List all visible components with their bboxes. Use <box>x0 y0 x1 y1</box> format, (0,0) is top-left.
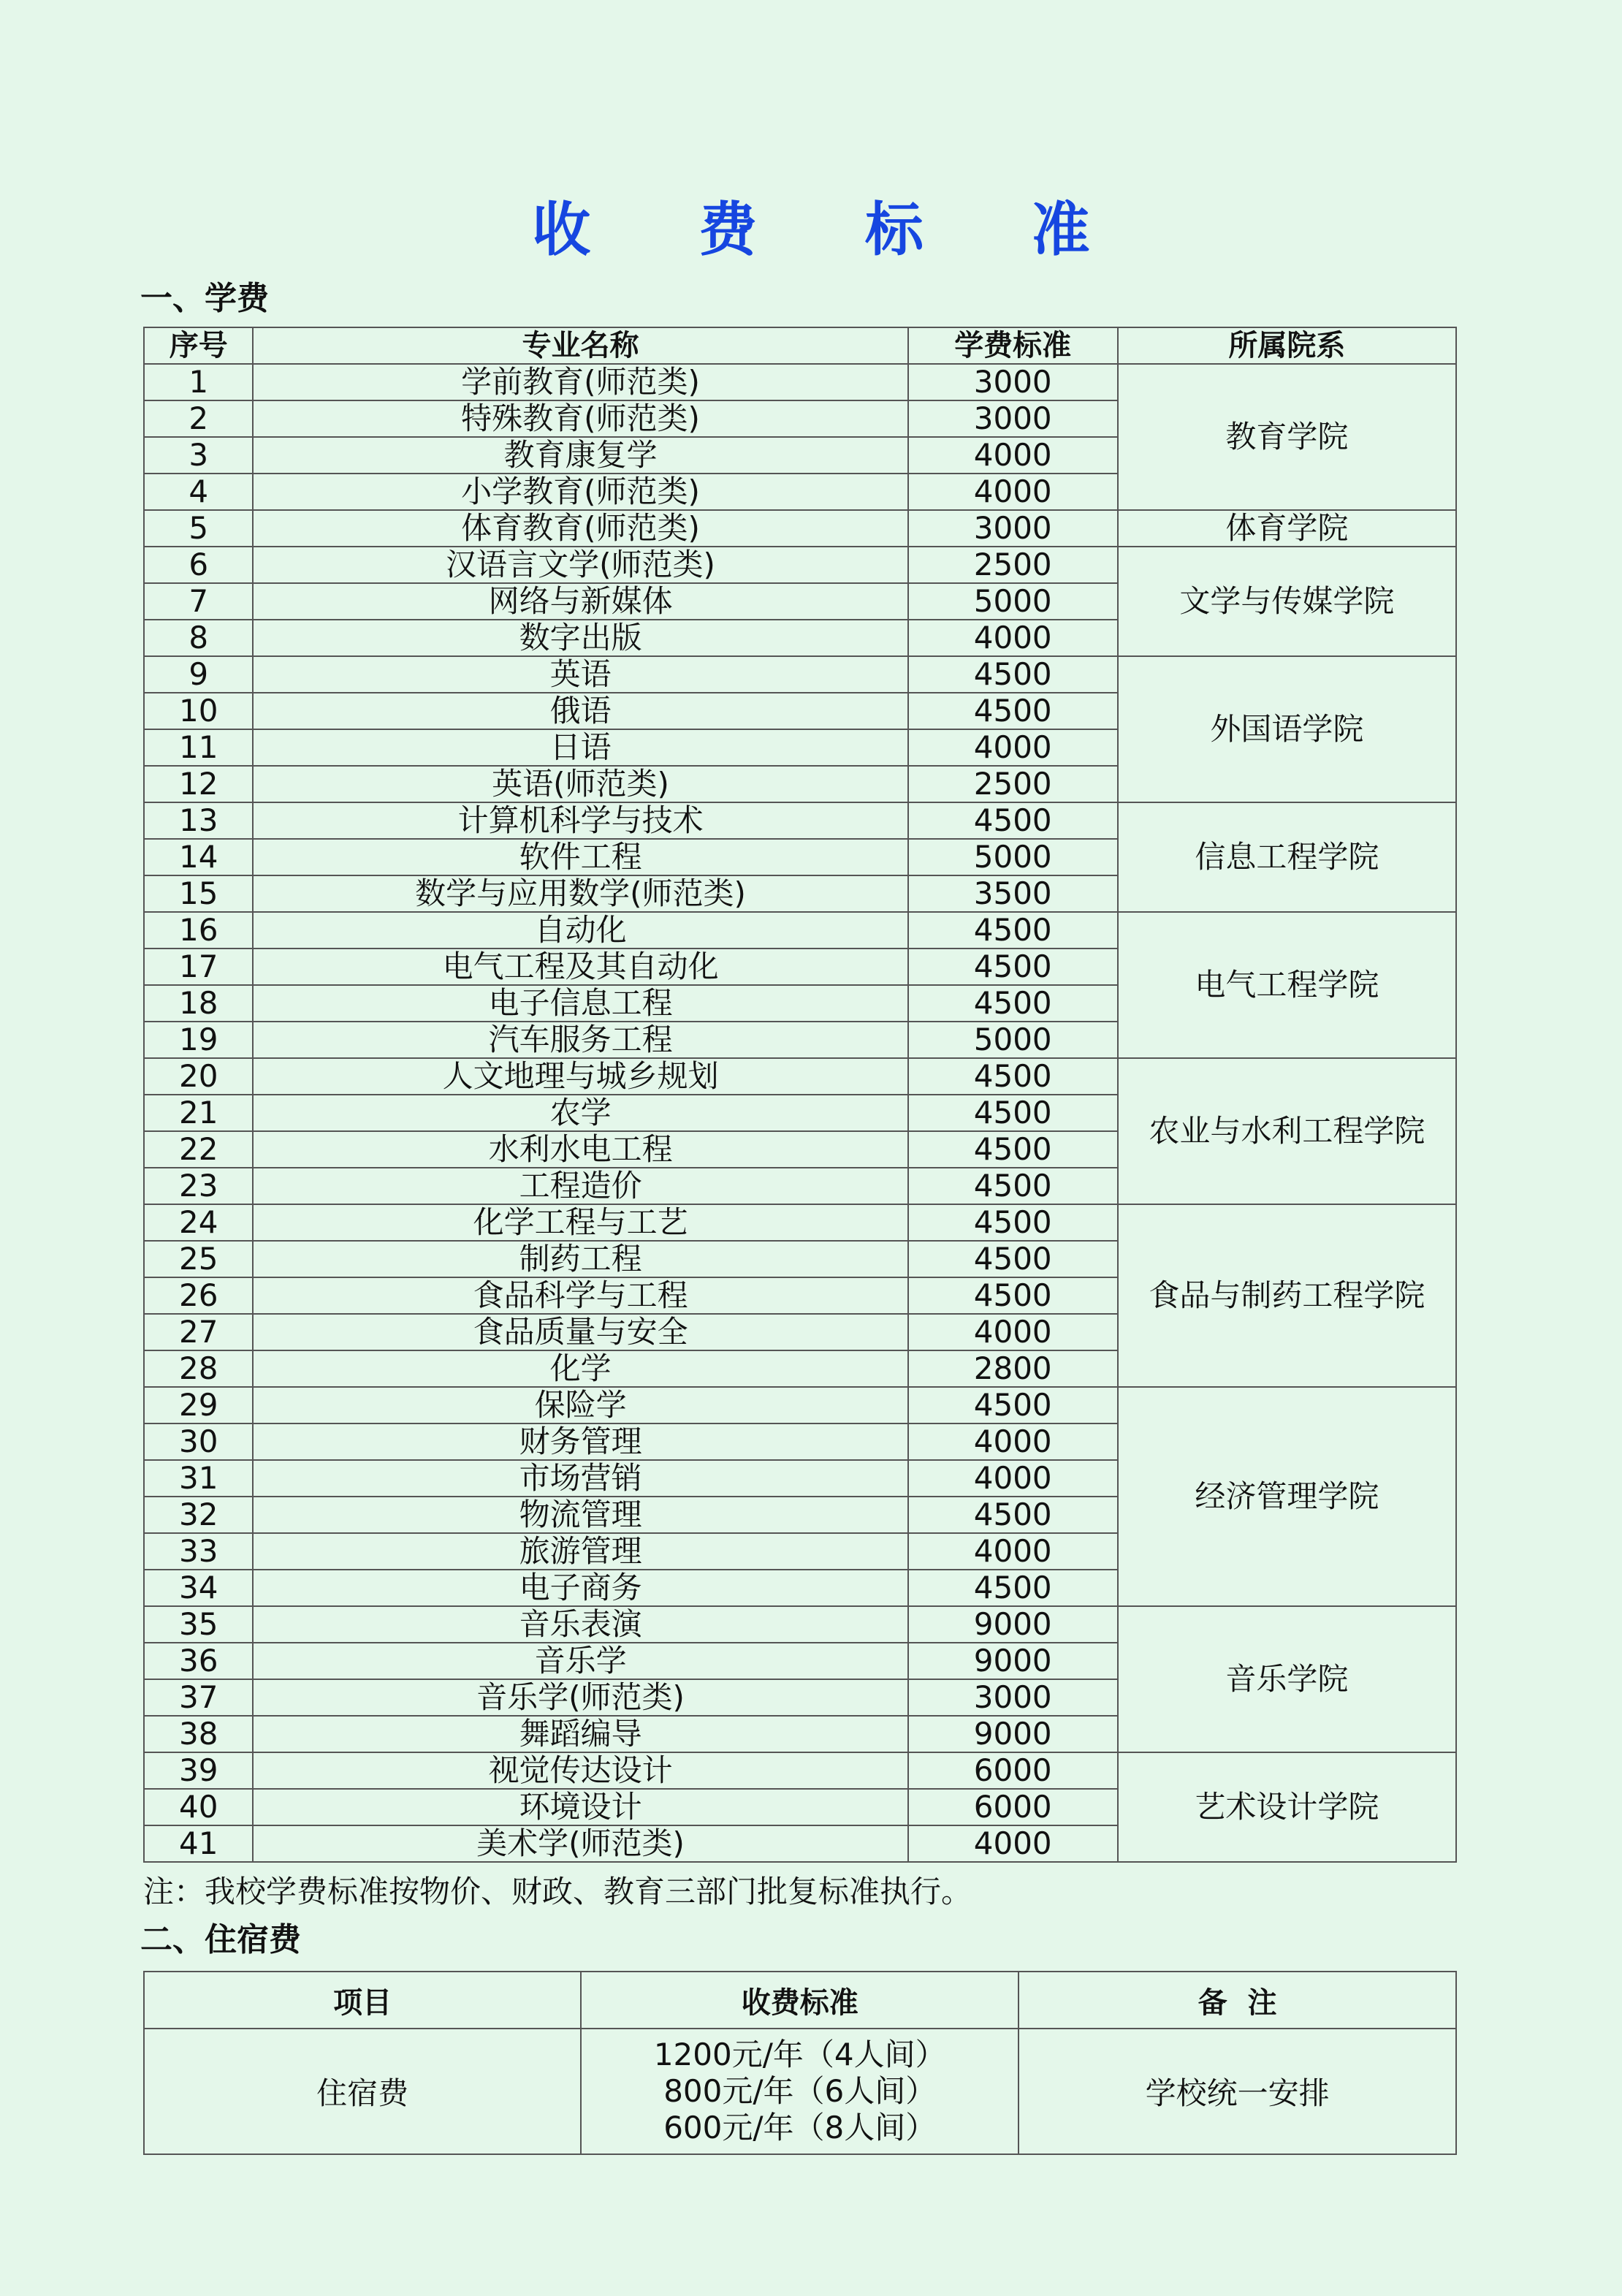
row-number: 18 <box>144 985 253 1022</box>
tuition-table <box>143 327 1457 1863</box>
table-row <box>144 2029 1456 2154</box>
row-number: 15 <box>144 875 253 912</box>
major-name: 教育康复学 <box>253 437 907 474</box>
table-row <box>144 364 1456 400</box>
tuition-fee: 4000 <box>908 1460 1118 1497</box>
table-row <box>144 547 1456 583</box>
major-name: 人文地理与城乡规划 <box>253 1058 907 1095</box>
row-number: 28 <box>144 1350 253 1387</box>
dorm-rates <box>581 2029 1018 2154</box>
major-name: 英语(师范类) <box>253 766 907 802</box>
major-name: 网络与新媒体 <box>253 583 907 620</box>
header-item: 项目 <box>144 1972 581 2029</box>
department-name: 农业与水利工程学院 <box>1118 1058 1456 1204</box>
row-number: 6 <box>144 547 253 583</box>
table-row <box>144 1606 1456 1643</box>
tuition-fee: 4500 <box>908 1497 1118 1533</box>
major-name: 水利水电工程 <box>253 1131 907 1168</box>
row-number: 29 <box>144 1387 253 1423</box>
row-number: 20 <box>144 1058 253 1095</box>
tuition-fee: 5000 <box>908 1022 1118 1058</box>
row-number: 5 <box>144 510 253 547</box>
major-name: 电子信息工程 <box>253 985 907 1022</box>
department-name: 信息工程学院 <box>1118 802 1456 912</box>
dorm-fee-table <box>143 1971 1457 2155</box>
tuition-fee: 4500 <box>908 802 1118 839</box>
department-name: 体育学院 <box>1118 510 1456 547</box>
row-number: 30 <box>144 1423 253 1460</box>
major-name: 化学工程与工艺 <box>253 1204 907 1241</box>
row-number: 35 <box>144 1606 253 1643</box>
tuition-fee: 2800 <box>908 1350 1118 1387</box>
department-name: 电气工程学院 <box>1118 912 1456 1058</box>
tuition-fee: 4000 <box>908 1423 1118 1460</box>
dorm-remark: 学校统一安排 <box>1018 2029 1456 2154</box>
row-number: 33 <box>144 1533 253 1570</box>
row-number: 2 <box>144 400 253 437</box>
major-name: 数字出版 <box>253 620 907 656</box>
department-name: 音乐学院 <box>1118 1606 1456 1752</box>
table-row <box>144 1058 1456 1095</box>
row-number: 9 <box>144 656 253 693</box>
department-name: 艺术设计学院 <box>1118 1752 1456 1862</box>
dorm-rate-8: 600元/年（8人间） <box>663 2110 937 2145</box>
tuition-fee: 3000 <box>908 510 1118 547</box>
major-name: 财务管理 <box>253 1423 907 1460</box>
tuition-fee: 4500 <box>908 656 1118 693</box>
row-number: 14 <box>144 839 253 875</box>
tuition-fee: 4500 <box>908 1058 1118 1095</box>
tuition-fee: 4000 <box>908 437 1118 474</box>
tuition-fee: 5000 <box>908 839 1118 875</box>
tuition-fee: 4500 <box>908 1095 1118 1131</box>
table-row <box>144 1752 1456 1789</box>
major-name: 市场营销 <box>253 1460 907 1497</box>
tuition-fee: 4500 <box>908 1277 1118 1314</box>
row-number: 39 <box>144 1752 253 1789</box>
major-name: 音乐学 <box>253 1643 907 1679</box>
row-number: 34 <box>144 1570 253 1606</box>
tuition-fee: 9000 <box>908 1606 1118 1643</box>
major-name: 舞蹈编导 <box>253 1716 907 1752</box>
dorm-rate-4: 1200元/年（4人间） <box>653 2037 946 2072</box>
tuition-fee: 4000 <box>908 729 1118 766</box>
row-number: 22 <box>144 1131 253 1168</box>
major-name: 环境设计 <box>253 1789 907 1825</box>
major-name: 电子商务 <box>253 1570 907 1606</box>
major-name: 音乐学(师范类) <box>253 1679 907 1716</box>
tuition-note: 注：我校学费标准按物价、财政、教育三部门批复标准执行。 <box>143 1874 972 1909</box>
tuition-fee: 9000 <box>908 1643 1118 1679</box>
tuition-fee: 4500 <box>908 1168 1118 1204</box>
tuition-fee: 4000 <box>908 1314 1118 1350</box>
row-number: 23 <box>144 1168 253 1204</box>
row-number: 26 <box>144 1277 253 1314</box>
row-number: 41 <box>144 1825 253 1862</box>
row-number: 17 <box>144 949 253 985</box>
department-name: 食品与制药工程学院 <box>1118 1204 1456 1387</box>
table-row <box>144 912 1456 949</box>
major-name: 视觉传达设计 <box>253 1752 907 1789</box>
header-rate: 收费标准 <box>581 1972 1018 2029</box>
tuition-fee: 4500 <box>908 1241 1118 1277</box>
tuition-fee: 4000 <box>908 474 1118 510</box>
department-name: 文学与传媒学院 <box>1118 547 1456 656</box>
major-name: 化学 <box>253 1350 907 1387</box>
row-number: 4 <box>144 474 253 510</box>
row-number: 24 <box>144 1204 253 1241</box>
header-major: 专业名称 <box>253 327 907 364</box>
major-name: 俄语 <box>253 693 907 729</box>
major-name: 制药工程 <box>253 1241 907 1277</box>
major-name: 电气工程及其自动化 <box>253 949 907 985</box>
row-number: 3 <box>144 437 253 474</box>
row-number: 8 <box>144 620 253 656</box>
department-name: 教育学院 <box>1118 364 1456 510</box>
tuition-fee: 4500 <box>908 1131 1118 1168</box>
page-title: 收 费 标 准 <box>532 196 1134 264</box>
table-row <box>144 1204 1456 1241</box>
major-name: 学前教育(师范类) <box>253 364 907 400</box>
tuition-fee: 9000 <box>908 1716 1118 1752</box>
tuition-fee: 4500 <box>908 693 1118 729</box>
tuition-fee: 4000 <box>908 1533 1118 1570</box>
major-name: 自动化 <box>253 912 907 949</box>
major-name: 软件工程 <box>253 839 907 875</box>
row-number: 10 <box>144 693 253 729</box>
major-name: 工程造价 <box>253 1168 907 1204</box>
major-name: 旅游管理 <box>253 1533 907 1570</box>
table-row <box>144 656 1456 693</box>
major-name: 农学 <box>253 1095 907 1131</box>
major-name: 食品质量与安全 <box>253 1314 907 1350</box>
tuition-fee: 4500 <box>908 949 1118 985</box>
major-name: 英语 <box>253 656 907 693</box>
header-department: 所属院系 <box>1118 327 1456 364</box>
major-name: 特殊教育(师范类) <box>253 400 907 437</box>
row-number: 36 <box>144 1643 253 1679</box>
row-number: 12 <box>144 766 253 802</box>
header-fee: 学费标准 <box>908 327 1118 364</box>
row-number: 1 <box>144 364 253 400</box>
major-name: 音乐表演 <box>253 1606 907 1643</box>
table-row <box>144 802 1456 839</box>
row-number: 7 <box>144 583 253 620</box>
tuition-fee: 3500 <box>908 875 1118 912</box>
major-name: 体育教育(师范类) <box>253 510 907 547</box>
major-name: 食品科学与工程 <box>253 1277 907 1314</box>
header-number: 序号 <box>144 327 253 364</box>
tuition-fee: 3000 <box>908 400 1118 437</box>
tuition-fee: 4000 <box>908 1825 1118 1862</box>
dorm-rate-6: 800元/年（6人间） <box>663 2073 937 2109</box>
table-row <box>144 510 1456 547</box>
row-number: 13 <box>144 802 253 839</box>
department-name: 经济管理学院 <box>1118 1387 1456 1606</box>
table-header-row <box>144 1972 1456 2029</box>
row-number: 25 <box>144 1241 253 1277</box>
major-name: 保险学 <box>253 1387 907 1423</box>
tuition-fee: 4500 <box>908 985 1118 1022</box>
row-number: 11 <box>144 729 253 766</box>
row-number: 31 <box>144 1460 253 1497</box>
major-name: 小学教育(师范类) <box>253 474 907 510</box>
row-number: 32 <box>144 1497 253 1533</box>
table-row <box>144 1387 1456 1423</box>
major-name: 汽车服务工程 <box>253 1022 907 1058</box>
tuition-fee: 3000 <box>908 1679 1118 1716</box>
major-name: 计算机科学与技术 <box>253 802 907 839</box>
tuition-fee: 5000 <box>908 583 1118 620</box>
row-number: 19 <box>144 1022 253 1058</box>
tuition-fee: 2500 <box>908 547 1118 583</box>
section-tuition-heading: 一、学费 <box>140 280 269 317</box>
major-name: 美术学(师范类) <box>253 1825 907 1862</box>
department-name: 外国语学院 <box>1118 656 1456 802</box>
row-number: 21 <box>144 1095 253 1131</box>
major-name: 汉语言文学(师范类) <box>253 547 907 583</box>
tuition-fee: 4500 <box>908 1570 1118 1606</box>
row-number: 27 <box>144 1314 253 1350</box>
dorm-item: 住宿费 <box>144 2029 581 2154</box>
row-number: 40 <box>144 1789 253 1825</box>
tuition-fee: 4500 <box>908 1204 1118 1241</box>
tuition-fee: 2500 <box>908 766 1118 802</box>
section-dorm-heading: 二、住宿费 <box>140 1921 301 1958</box>
tuition-fee: 4500 <box>908 1387 1118 1423</box>
row-number: 16 <box>144 912 253 949</box>
major-name: 日语 <box>253 729 907 766</box>
table-header-row <box>144 327 1456 364</box>
major-name: 物流管理 <box>253 1497 907 1533</box>
row-number: 37 <box>144 1679 253 1716</box>
tuition-fee: 6000 <box>908 1789 1118 1825</box>
row-number: 38 <box>144 1716 253 1752</box>
tuition-fee: 6000 <box>908 1752 1118 1789</box>
tuition-fee: 4500 <box>908 912 1118 949</box>
header-remark: 备 注 <box>1018 1972 1456 2029</box>
tuition-fee: 3000 <box>908 364 1118 400</box>
major-name: 数学与应用数学(师范类) <box>253 875 907 912</box>
tuition-fee: 4000 <box>908 620 1118 656</box>
